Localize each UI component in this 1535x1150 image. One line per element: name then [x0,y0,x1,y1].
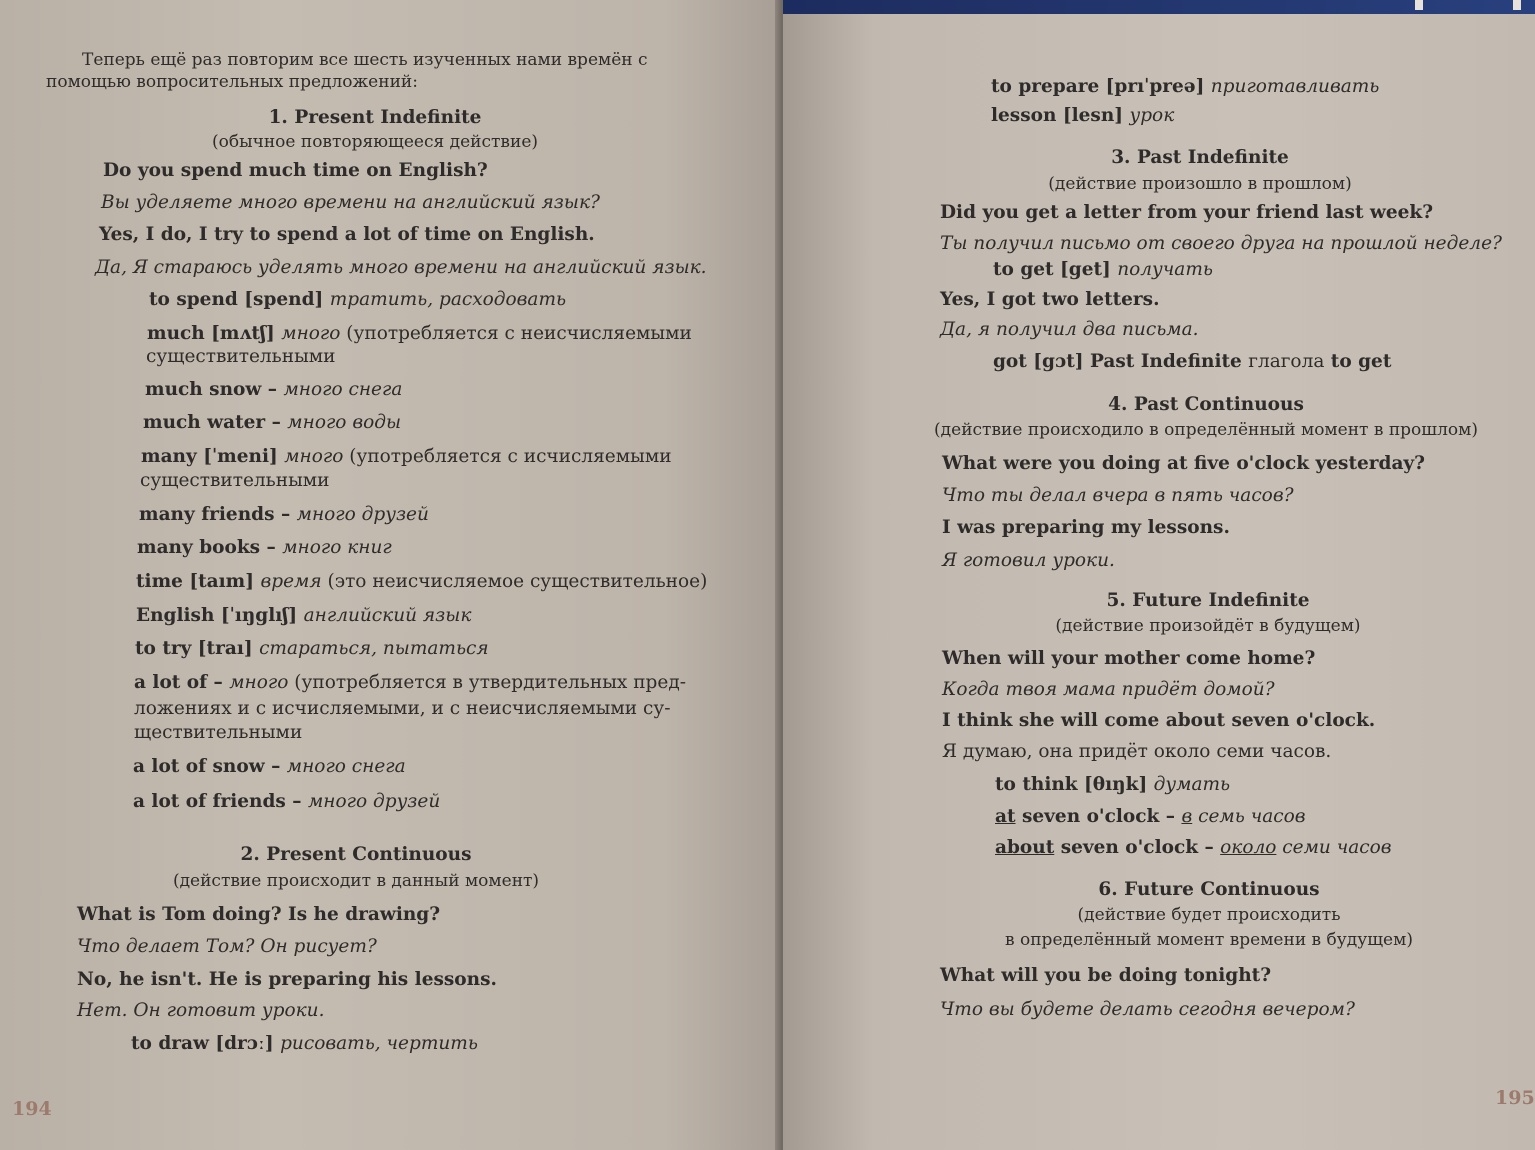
vocab-entry: many books – много книг [137,537,392,558]
vocab-entry: at seven o'clock – в семь часов [995,806,1306,827]
example-question: When will your mother come home? [942,648,1316,669]
intro-line-1: Теперь ещё раз повторим все шесть изученных нами времён с [82,50,648,70]
example-question: What were you doing at five o'clock yesterday? [942,453,1426,474]
section-subtitle: (обычное повторяющееся действие) [211,132,539,152]
answer-translation: Нет. Он готовит уроки. [77,1000,325,1021]
vocab-entry: a lot of snow – много снега [133,756,406,777]
vocab-entry: English [ˈıŋglıʃ] английский язык [136,605,472,626]
section-subtitle: (действие будет происходить [1077,905,1341,925]
intro-line-2: помощью вопросительных предложений: [46,72,418,92]
right-page [783,0,1535,1150]
section-title: 3. Past Indefinite [1111,147,1289,168]
answer-translation: Да, Я стараюсь уделять много времени на английский язык. [95,257,707,278]
vocab-entry: about seven o'clock – около семи часов [995,837,1392,858]
example-answer: Yes, I do, I try to spend a lot of time on English. [99,224,595,245]
example-answer: Yes, I got two letters. [940,289,1160,310]
vocab-entry: to draw [drɔː] рисовать, чертить [131,1033,478,1054]
example-question: Did you get a letter from your friend last week? [940,202,1434,223]
question-translation: Что вы будете делать сегодня вечером? [940,999,1355,1020]
top-edge-mark [1415,0,1423,10]
page-number: 195 [1495,1087,1535,1109]
vocab-entry: to prepare [prıˈpreə] приготавливать [991,76,1380,97]
vocab-entry: much water – много воды [143,412,402,433]
vocab-entry: got [gɔt] Past Indefinite глагола to get [993,351,1392,372]
example-question: What is Tom doing? Is he drawing? [77,904,441,925]
answer-translation: Я готовил уроки. [942,550,1115,571]
vocab-entry: much snow – много снега [145,379,403,400]
answer-translation: Да, я получил два письма. [940,319,1199,340]
section-title: 5. Future Indefinite [1106,590,1310,611]
top-edge-mark [1513,0,1521,10]
section-title: 6. Future Continuous [1098,879,1320,900]
question-translation: Вы уделяете много времени на английский язык? [101,192,600,213]
example-answer: I was preparing my lessons. [942,517,1230,538]
section-subtitle: (действие произойдёт в будущем) [1055,616,1361,636]
question-translation: Когда твоя мама придёт домой? [942,679,1275,700]
vocab-entry: to think [θıŋk] думать [995,774,1231,795]
section-subtitle: (действие происходит в данный момент) [172,871,540,891]
vocab-entry: time [taım] время (это неисчисляемое существительное) [136,571,708,592]
example-question: Do you spend much time on English? [103,160,488,181]
question-translation: Ты получил письмо от своего друга на прошлой неделе? [940,233,1502,254]
example-answer: No, he isn't. He is preparing his lessons. [77,969,497,990]
section-subtitle: в определённый момент времени в будущем) [1005,930,1413,950]
vocab-entry: to try [traı] стараться, пытаться [135,638,489,659]
section-title: 2. Present Continuous [240,844,472,865]
section-title: 4. Past Continuous [1108,394,1304,415]
top-edge-band [783,0,1535,14]
vocab-entry: many [ˈmeni] много (употребляется с исчисляемыми [141,446,672,467]
page-number: 194 [12,1098,52,1120]
vocab-entry: lesson [lesn] урок [991,105,1175,126]
vocab-entry: a lot of friends – много друзей [133,791,441,812]
section-title: 1. Present Indefinite [268,107,482,128]
vocab-entry: to spend [spend] тратить, расходовать [149,289,567,310]
example-answer: I think she will come about seven o'clock. [942,710,1376,731]
vocab-entry: much [mʌtʃ] много (употребляется с неисчисляемыми [147,323,692,344]
vocab-entry: a lot of – много (употребляется в утвердительных пред- [134,672,686,693]
vocab-entry-continuation: существительными [146,346,336,367]
vocab-entry-continuation: существительными [140,470,330,491]
vocab-entry-continuation: ложениях и с исчисляемыми, и с неисчисляемыми су- [134,698,671,719]
vocab-entry: to get [get] получать [993,259,1213,280]
vocab-entry-continuation: ществительными [134,722,303,743]
example-question: What will you be doing tonight? [940,965,1272,986]
section-subtitle: (действие произошло в прошлом) [1048,174,1352,194]
question-translation: Что делает Том? Он рисует? [77,936,377,957]
question-translation: Что ты делал вчера в пять часов? [942,485,1294,506]
vocab-entry: many friends – много друзей [139,504,429,525]
answer-translation: Я думаю, она придёт около семи часов. [942,741,1332,762]
section-subtitle: (действие происходило в определённый момент в прошлом) [934,420,1478,440]
